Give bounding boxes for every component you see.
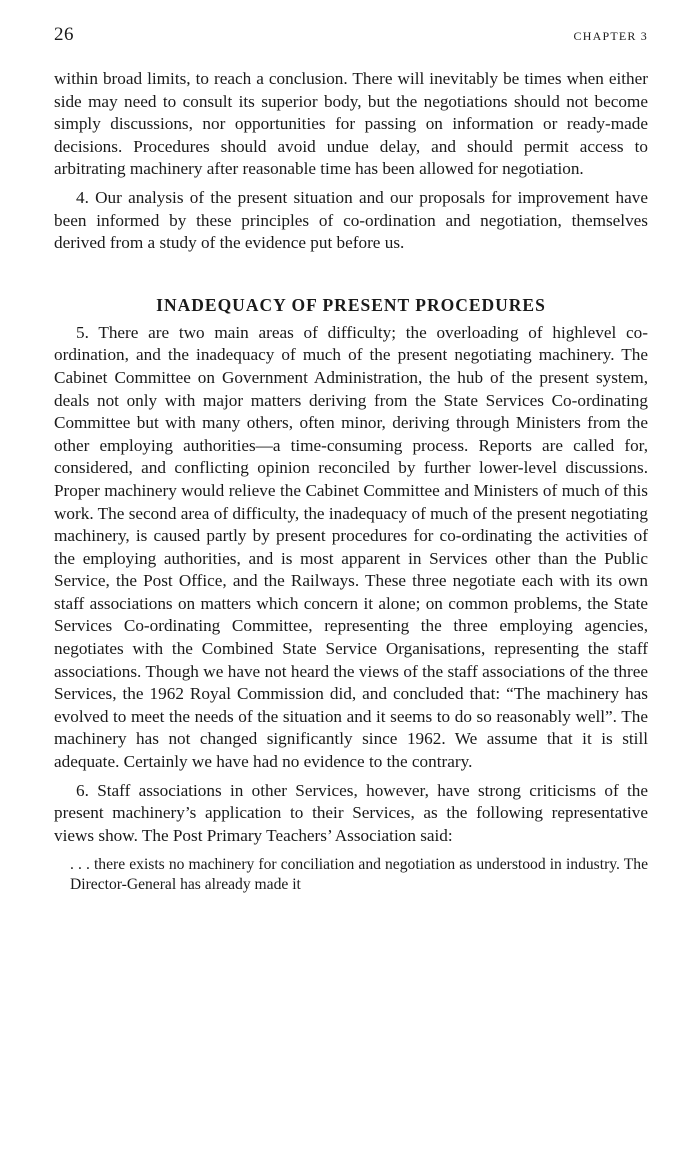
chapter-label: CHAPTER 3: [573, 29, 648, 43]
page-number: 26: [54, 24, 74, 45]
paragraph-4: 4. Our analysis of the present situation and our proposals for improvement have been informed by these principles of co-ordination and negotiation, themselves derived from a study of the evidence put before us.: [54, 187, 648, 253]
paragraph-5: 5. There are two main areas of difficulty; the overloading of highlevel co-ordination, and the inadequacy of much of the present negotiating machinery. The Cabinet Committee on Government Administration, the hub of the present system, deals not only with major matters deriving from the State Services Co-ordinating Committee but with many others, often minor, deriving through Ministers from the other employing authorities—a time-consuming process. Reports are called for, considered, and conflicting opinion reconciled by further lower-level discussions. Proper machinery would relieve the Cabinet Committee and Ministers of much of this work. The second area of difficulty, the inadequacy of much of the present negotiating machinery, is caused partly by present procedures for co-ordinating the activities of the employing authorities, and is most apparent in Services other than the Public Service, the Post Office, and the Railways. These three negotiate each with its own staff associations on matters which concern it alone; on common problems, the State Services Co-ordinating Committee, representing the three employing agencies, negotiates with the Combined State Service Organisations, representing the staff associations. Though we have not heard the views of the staff associations of the three Services, the 1962 Royal Commission did, and concluded that: “The machinery has evolved to meet the needs of the situation and it seems to do so reasonably well”. The machinery has not changed significantly since 1962. We assume that it is still adequate. Certainly we have had no evidence to the contrary.: [54, 322, 648, 772]
paragraph-continued: within broad limits, to reach a conclusion. There will inevitably be times when either side may need to consult its superior body, but the negotiations should not become simply discussions, nor opportunities for passing on information or ready-made decisions. Procedures should avoid undue delay, and should permit access to arbitrating machinery after reasonable time has been allowed for negotiation.: [54, 69, 648, 179]
running-head: [54, 24, 648, 54]
paragraph-6: 6. Staff associations in other Services, however, have strong criticisms of the present machinery’s application to their Services, as the following representative views show. The Post Primary Teachers’ Association said:: [54, 780, 648, 845]
section-heading: INADEQUACY OF PRESENT PROCEDURES: [156, 294, 546, 315]
block-quote: . . . there exists no machinery for conciliation and negotiation as understood in industry. The Director-General has already made it: [70, 856, 648, 893]
